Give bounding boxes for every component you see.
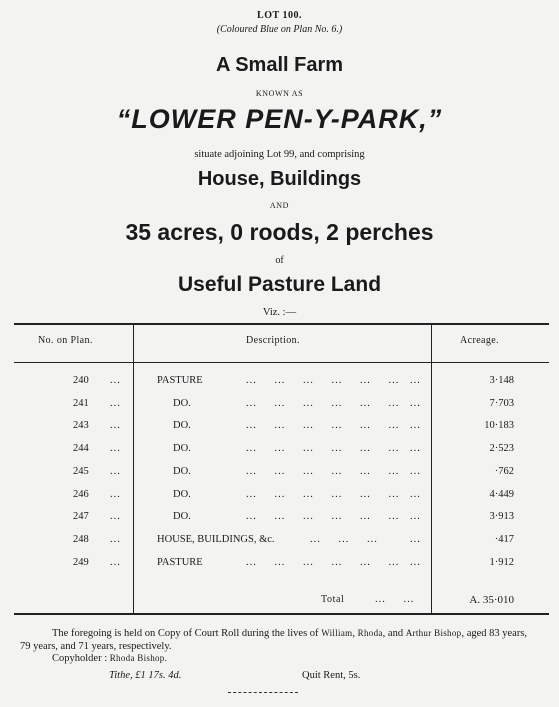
description: DO.: [173, 511, 191, 523]
acreage-value: 4·449: [489, 488, 514, 500]
copyholder-line: [52, 653, 167, 664]
total-acreage: A. 35·010: [469, 594, 514, 606]
acreage-value: ·762: [494, 465, 514, 477]
situate-text: situate adjoining Lot 99, and comprising: [194, 149, 365, 160]
table-row: [0, 489, 559, 511]
header-acreage: Acreage.: [460, 335, 500, 346]
closing-dash: [228, 692, 298, 693]
table-row: [0, 420, 559, 442]
description: DO.: [173, 488, 191, 500]
leader-dots: ...: [410, 465, 421, 477]
leader-dots: ...: [110, 556, 121, 568]
table-bottom-rule: [14, 613, 549, 615]
plan-number: 243: [73, 420, 89, 432]
acreage-value: 10·183: [484, 420, 514, 432]
plan-number: 248: [73, 533, 89, 545]
header-description: Description.: [246, 335, 300, 346]
acreage-value: 3·148: [489, 375, 514, 386]
house-buildings: House, Buildings: [197, 168, 362, 190]
leader-dots: ...: [110, 420, 121, 432]
tenure-text-end: , aged 83 years, 79 years, and 71 years, respectively.: [20, 628, 528, 652]
leader-dots: ... ... ... ... ... ...: [246, 556, 400, 568]
leader-dots: ...: [410, 443, 421, 455]
quit-rent: Quit Rent, 5s.: [302, 670, 361, 681]
plan-number: 246: [73, 488, 89, 500]
known-as: KNOWN AS: [255, 89, 304, 98]
plan-number: 247: [73, 511, 89, 523]
copyholder-name: Rhoda Bishop.: [109, 653, 168, 663]
and-text: AND: [269, 201, 290, 210]
leader-dots: ...: [110, 443, 121, 455]
leader-dots: ... ... ... ... ... ...: [246, 511, 400, 523]
plan-number: 249: [73, 556, 89, 568]
leader-dots: ...: [410, 375, 421, 386]
table-row: [0, 443, 559, 465]
tithe: Tithe, £1 17s. 4d.: [109, 670, 182, 681]
leader-dots: ... ... ... ... ... ...: [246, 488, 400, 500]
of-text: of: [275, 255, 284, 266]
acreage-heading: 35 acres, 0 roods, 2 perches: [125, 219, 434, 245]
leader-dots: ...: [410, 556, 421, 568]
table-row: [0, 511, 559, 533]
leader-dots: ... ... ... ... ... ...: [246, 465, 400, 477]
table-row: [0, 375, 559, 397]
leader-dots: ...: [410, 533, 421, 545]
leader-dots: ...: [110, 397, 121, 409]
description: PASTURE: [157, 556, 203, 568]
table-row: [0, 534, 559, 556]
description: PASTURE: [157, 375, 203, 386]
table-row: [0, 466, 559, 488]
name-william: William: [321, 628, 353, 638]
description: DO.: [173, 443, 191, 455]
plan-number: 241: [73, 397, 89, 409]
table-row: [0, 398, 559, 420]
description: DO.: [173, 465, 191, 477]
leader-dots: ... ... ... ... ... ...: [246, 420, 400, 432]
name-arthur: Arthur: [405, 628, 432, 638]
description: DO.: [173, 397, 191, 409]
total-leader-dots: ... ...: [375, 594, 415, 605]
leader-dots: ...: [110, 511, 121, 523]
farm-name: “LOWER PEN-Y-PARK,”: [116, 104, 443, 134]
title: A Small Farm: [215, 54, 344, 76]
acreage-value: 2·523: [489, 443, 514, 455]
plan-note: (Coloured Blue on Plan No. 6.): [216, 24, 343, 35]
leader-dots: ... ... ... ... ... ...: [246, 397, 400, 409]
land-heading: Useful Pasture Land: [177, 273, 382, 296]
name-rhoda: Rhoda: [357, 628, 383, 638]
table-row: [0, 557, 559, 579]
tenure-paragraph: The foregoing is held on Copy of Court Roll during the lives of William, Rhoda, and Arthur Bishop, aged 83 years, 79 years, and 71 years, respectively.: [20, 628, 528, 652]
leader-dots: ...: [410, 420, 421, 432]
plan-number: 240: [73, 375, 89, 386]
acreage-value: ·417: [494, 533, 514, 545]
header-no-on-plan: No. on Plan.: [38, 335, 93, 346]
leader-dots: ...: [110, 375, 121, 386]
lot-number: LOT 100.: [257, 10, 302, 21]
leader-dots: ...: [410, 511, 421, 523]
plan-number: 244: [73, 443, 89, 455]
total-label: Total: [321, 594, 345, 605]
table-top-rule: [14, 323, 549, 325]
description: DO.: [173, 420, 191, 432]
leader-dots: ...: [110, 488, 121, 500]
acreage-value: 1·912: [489, 556, 514, 568]
copyholder-label: Copyholder :: [52, 653, 110, 664]
viz-text: Viz. :—: [262, 307, 297, 318]
description: HOUSE, BUILDINGS, &c.: [157, 533, 275, 545]
plan-number: 245: [73, 465, 89, 477]
acreage-value: 3·913: [489, 511, 514, 523]
table-header-rule: [14, 362, 549, 363]
leader-dots: ...: [410, 488, 421, 500]
acreage-value: 7·703: [489, 397, 514, 409]
leader-dots: ... ... ... ... ... ...: [246, 443, 400, 455]
surname-bishop: Bishop: [434, 628, 462, 638]
tenure-text-start: The foregoing is held on Copy of Court Roll during the lives of: [52, 628, 322, 639]
leader-dots: ...: [110, 533, 121, 545]
leader-dots: ...: [110, 465, 121, 477]
leader-dots: ...: [410, 397, 421, 409]
leader-dots: ... ... ...: [310, 533, 378, 545]
leader-dots: ... ... ... ... ... ...: [246, 375, 400, 386]
